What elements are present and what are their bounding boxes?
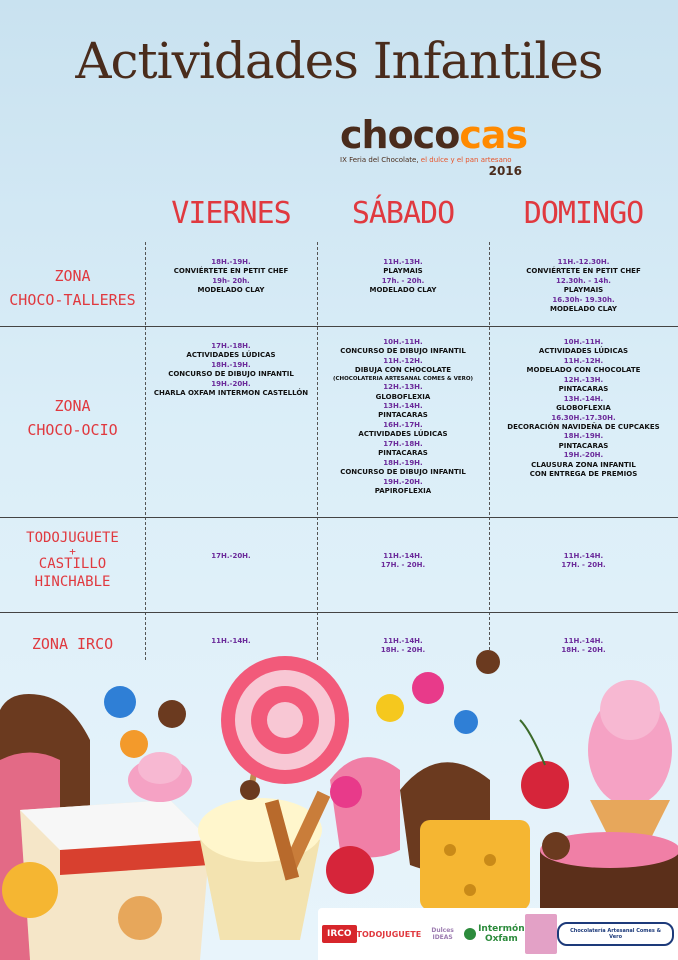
activity-name: PLAYMAIS [563,286,604,295]
activity-time: 13H.-14H. [383,402,423,411]
schedule-cell [317,552,489,571]
schedule-cell [145,552,317,561]
activity-name: PINTACARAS [378,411,428,420]
zone-label-choco-ocio [0,394,145,442]
brand-name-cas: cas [459,113,528,157]
oxfam-icon [464,928,476,940]
activity-time: 17H.-20H. [211,552,251,560]
zone-label-line: CASTILLO HINCHABLE [34,556,111,590]
activity-time: 10H.-11H. [563,338,604,346]
oxfam-line1: Intermón [478,924,525,934]
irco-logo: IRCO [322,925,357,943]
zone-label-line: TODOJUGUETE [26,530,119,546]
activity-name: CONCURSO DE DIBUJO INFANTIL [168,370,294,379]
oxfam-logo [464,924,525,944]
brand-year: 2016 [488,164,522,178]
activity-time: 11H.-14H. [383,637,423,645]
activity-time: 13H.-14H. [563,394,604,403]
zone-label-line: ZONA [54,267,91,285]
activity-time: 17H.-18H. [211,342,251,350]
zone-label-choco-talleres [0,264,145,312]
activity-name: GLOBOFLEXIA [556,404,611,413]
activity-name: PAPIROFLEXIA [374,486,432,495]
girl-illustration-logo [525,914,558,954]
column-divider [145,242,146,660]
activity-time: 19h- 20h. [212,276,250,285]
activity-name: PINTACARAS [558,441,609,450]
day-header-viernes: VIERNES [171,196,291,231]
schedule-cell [317,338,489,496]
activity-time: 11H.-14H. [563,552,604,560]
activity-time: 11H.-14H. [383,552,423,560]
activity-time: 18H.-19H. [211,258,251,266]
activity-time: 16.30H.-17.30H. [551,413,616,422]
activity-name: CON ENTREGA DE PREMIOS [529,470,638,479]
activity-name: ACTIVIDADES LÚDICAS [358,430,448,439]
activity-name: DIBUJA CON CHOCOLATE [354,366,452,375]
row-divider [0,517,678,518]
chocolateria-logo: Chocolatería Artesanal Comes & Vero [557,922,674,946]
activity-time: 12H.-13H. [383,383,423,392]
activity-name: MODELADO CLAY [197,286,265,295]
zone-label-line: ZONA IRCO [31,635,114,653]
activity-name: PINTACARAS [378,449,428,458]
zone-label-line: + [69,544,76,558]
sponsors-bar [318,908,678,960]
zone-label-todojuguete [0,530,145,591]
activity-time: 11H.-12.30H. [557,258,610,266]
activity-name: CLAUSURA ZONA INFANTIL [531,460,636,469]
dulces-ideas-logo: Dulces IDEAS [431,927,454,941]
oxfam-text [478,924,525,944]
day-header-domingo: DOMINGO [523,196,644,231]
activity-time: 17H. - 20H. [561,561,606,570]
zone-label-line: CHOCO-TALLERES [9,291,136,309]
activity-time: 12.30h. - 14h. [556,276,611,285]
brand-name [340,113,540,157]
activity-name: CONCURSO DE DIBUJO INFANTIL [340,468,466,477]
activity-time: 17h. - 20h. [381,276,425,285]
zone-label-line: CHOCO-OCIO [27,421,118,439]
activity-name: PINTACARAS [558,385,609,394]
schedule-cell [145,258,317,296]
activity-name: ACTIVIDADES LÚDICAS [186,351,276,360]
activity-name: CONVIÉRTETE EN PETIT CHEF [173,267,289,276]
activity-name: GLOBOFLEXIA [375,392,431,401]
activity-time: 17H.-18H. [383,439,423,448]
activity-time: 10H.-11H. [383,338,423,346]
activity-time: 11H.-14H. [563,637,604,645]
activity-time: 19H.-20H. [563,451,604,460]
activity-time: 12H.-13H. [563,375,604,384]
activity-time: 16H.-17H. [383,420,423,429]
todojuguete-logo: TODOJUGUETE [356,929,422,939]
row-divider [0,326,678,327]
activity-time: 18H.-19H. [563,432,604,441]
schedule-cell [145,637,317,646]
schedule-cell [489,258,678,315]
activity-time: 11H.-12H. [383,356,423,365]
activity-time: 19H.-20H. [211,379,251,388]
activity-name: DECORACIÓN NAVIDEÑA DE CUPCAKES [507,422,660,431]
activity-time: 17H. - 20H. [380,561,426,570]
activity-name: MODELADO CLAY [369,286,437,295]
activity-time: 16.30h- 19.30h. [552,295,615,304]
zone-label-line: ZONA [54,397,91,415]
brand-subtitle-accent: el dulce y el pan artesano [420,156,512,164]
activity-time: 18H.-19H. [211,360,251,369]
activity-time: 18H.-19H. [383,458,423,467]
schedule-cell [489,552,678,571]
activity-time: 18H. - 20H. [561,646,606,655]
row-divider [0,612,678,613]
activity-time: 11H.-14H. [211,637,251,645]
activity-name: CONVIÉRTETE EN PETIT CHEF [526,267,641,276]
activity-name: CHARLA OXFAM INTERMON CASTELLÓN [153,389,309,398]
activity-name: MODELADO CON CHOCOLATE [526,366,641,375]
brand-name-choco: choco [340,113,460,157]
activity-time: 11H.-13H. [383,258,423,266]
activity-name: CONCURSO DE DIBUJO INFANTIL [340,347,466,356]
activity-name: PLAYMAIS [383,267,423,276]
page-title: Actividades Infantiles [75,32,603,90]
brand-logo [340,113,540,178]
activity-name: (CHOCOLATERIA ARTESANAL COMES & VERO) [332,375,474,382]
activity-name: MODELADO CLAY [550,305,617,314]
schedule-cell [317,258,489,296]
oxfam-line2: Oxfam [484,934,518,944]
activity-time: 11H.-12H. [563,356,604,365]
activity-time: 19H.-20H. [383,477,423,486]
activity-time: 18H. - 20H. [380,646,426,655]
schedule-cell [145,342,317,399]
brand-subtitle-main: IX Feria del Chocolate, [340,156,419,164]
schedule-cell [489,338,678,480]
day-header-sabado: SÁBADO [351,196,455,231]
activity-name: ACTIVIDADES LÚDICAS [538,347,629,356]
brand-subtitle [340,156,540,164]
